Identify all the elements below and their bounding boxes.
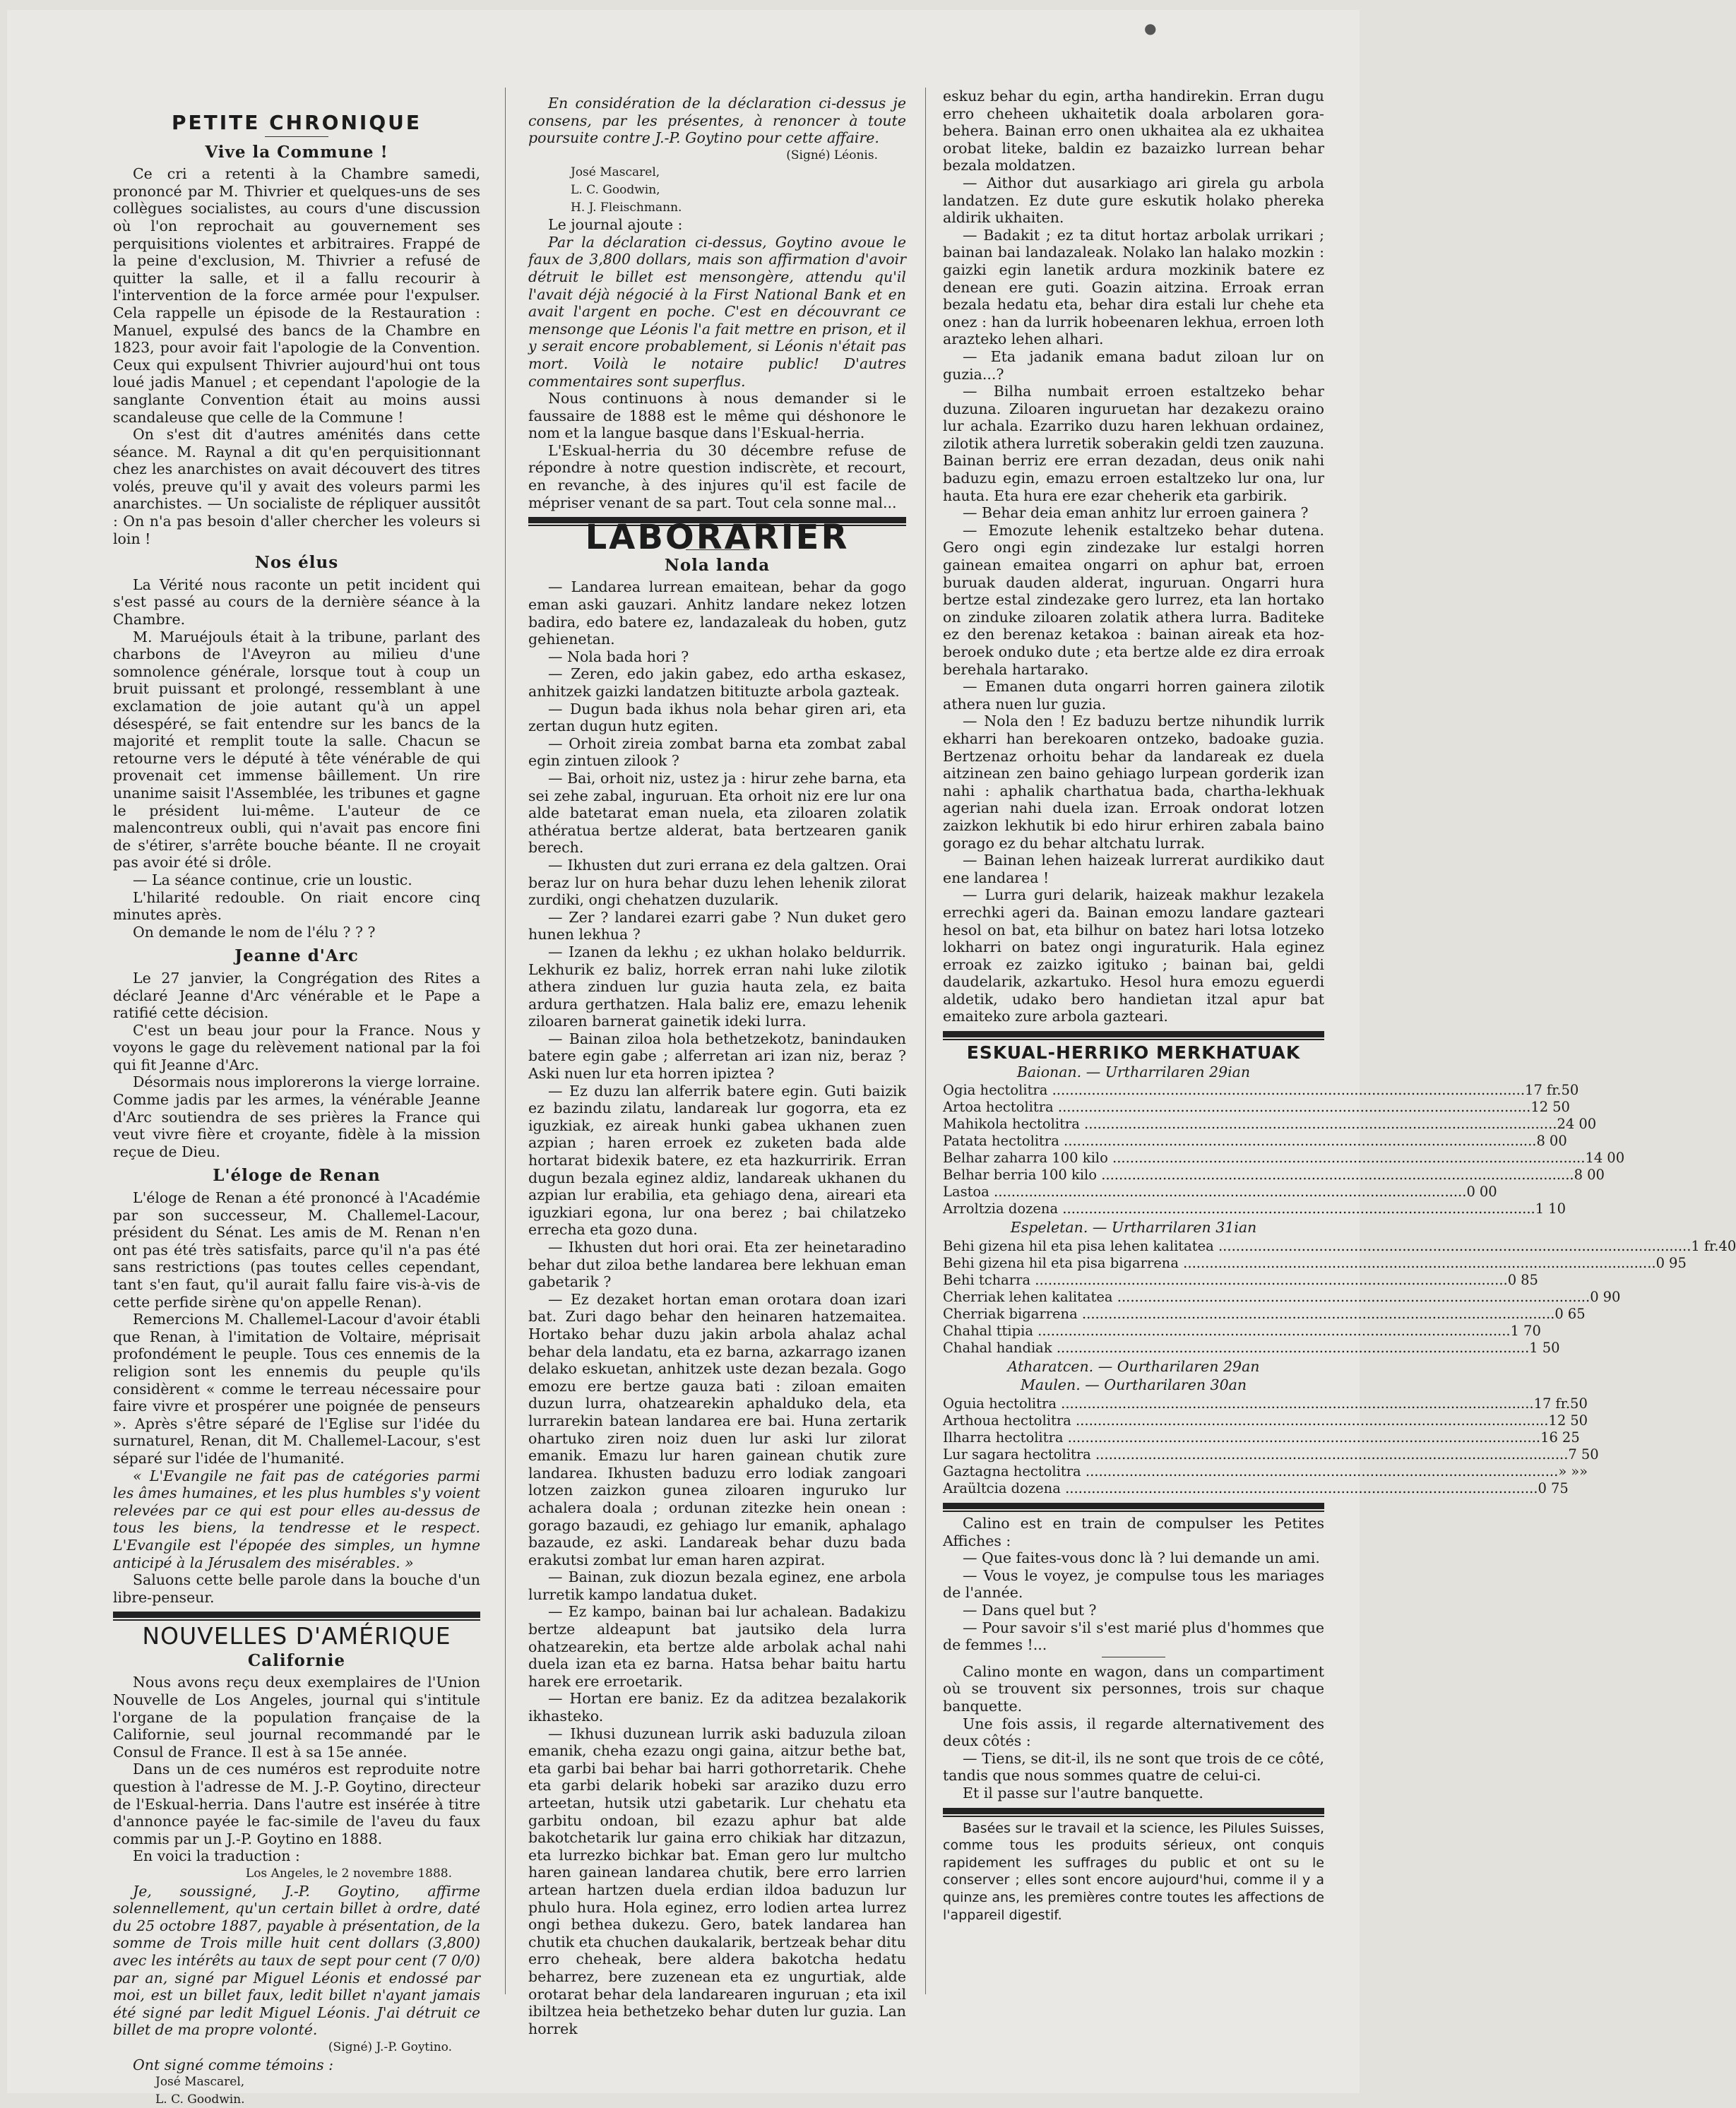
market-row: Chahal ttipia ..... 1 70	[943, 1323, 1324, 1340]
paragraph: — Dugun bada ikhus nola behar giren ari, eta zertan dugun hutz egiten.	[528, 700, 906, 735]
newspaper-page	[7, 10, 1736, 2107]
article-title-renan: L'éloge de Renan	[213, 1166, 381, 1186]
signature: (Signé) Léonis.	[786, 148, 878, 162]
paragraph: — Ez dezaket hortan eman orotara doan izari bat. Zuri dago behar den heinaren hatzemaitea. Hortako behar duzu jakin arbola ahalaz achal behar dela landatu, eta ez barna, azkarrago izanen delako eskuetan, anhitzek uste dezan bezala. Gogo emozu ere bertze gauza bati : ziloan emaiten duzun lurra, ohatzearekin aphalduko dela, eta lurrarekin batean landarea ere bai. Huna zertarik ohartuko ziren noiz duen lur aski lur zilorat emanik. Emazu lur haren gainean chutik zure landarea. Ikhusten baduzu erro lodiak zangoari lotzen zaizkon gunea ziloaren inguruko lur achalera doala ; ordunan zitezke hein onean : gorago bazaudi, ez gehiago lur emanik, aphalago bazaude, ez aski. Landareak behar duzu bada erakutsi zombat lur eman haren azpirat.	[528, 1290, 906, 1568]
paragraph: — Eta jadanik emana badut ziloan lur on guzia...?	[943, 347, 1324, 383]
paragraph: — Vous le voyez, je compulse tous les mariages de l'année.	[943, 1566, 1324, 1602]
paragraph: Désormais nous implorerons la vierge lorraine. Comme jadis par les armes, la vénérable Jeanne d'Arc soutiendra de ses prières la France qui veut vivre fière et croyante, fidèle à la mission reçue de Dieu.	[113, 1073, 480, 1160]
paragraph: Nous avons reçu deux exemplaires de l'Union Nouvelle de Los Angeles, journal qui s'intitule l'organe de la population française de la Californie, seul journal recommandé par le Consul de France. Il est à sa 15e année.	[113, 1674, 480, 1761]
market-row: Artoa hectolitra ..... 12 50	[943, 1099, 1324, 1116]
paragraph: L'Eskual-herria du 30 décembre refuse de répondre à notre question indiscrète, et recourt, en revanche, à des injures qu'il est facile de mépriser venant de sa part. Tout cela sonne mal...	[528, 441, 906, 511]
paragraph: Calino est en train de compulser les Petites Affiches :	[943, 1515, 1324, 1549]
paragraph-italic: Par la déclaration ci-dessus, Goytino avoue le faux de 3,800 dollars, mais son affirmation d'avoir détruit le billet est mensongère, attendu qu'il l'avait déjà négocié à la First National Bank et en avait l'argent en poche. C'est en découvrant ce mensonge que Léonis l'a fait mettre en prison, et il y serait encore probablement, si Léonis n'était pas mort. Voilà le notaire public! D'autres commentaires sont superflus.	[528, 233, 906, 390]
paragraph: — Emanen duta ongarri horren gainera zilotik athera nuen lur guzia.	[943, 678, 1324, 713]
paragraph: — Nola bada hori ?	[548, 648, 689, 665]
paragraph: — Ikhusi duzunean lurrik aski baduzula ziloan emanik, cheha ezazu ongi gaina, aitzur bethe bat, eta garbi bai behar bai harri gothorretarik. Chehe eta garbi delarik hobeki sar araziko duzu erro arteetan, hutsik utzi gabetarik. Lur chehatu eta garbitu ondoan, bil ezazu aphur bat alde bakotchetarik lur gaina erro chikiak har ditzazun, eta lurrezko bichkar bat. Eman gero lur multcho haren gainean landarea chutik, bere erro larrien artean hartzen duela erdian ildoa baduzun lur phulo hura. Hola eginez, erro lodien artea lurrez ongi bethea dukezu. Gero, batek landarea han chutik eta chuchen daukalarik, bertzeak behar ditu erro cheheak, bere aldera bakotcha hedatu beharrez, bere zuzenean eta ez ungurtiak, alde orotarat behar dela landarearen inguruan ; eta ixil ibiltzea heia bethetzeko behar duten lur guzia. Lan horrek	[528, 1725, 906, 2037]
article-title-nola-landa: Nola landa	[664, 555, 771, 575]
paragraph: — Bainan, zuk diozun bezala eginez, ene arbola lurretik kampo landatua duket.	[528, 1568, 906, 1603]
market-row: Lastoa ..... 0 00	[943, 1184, 1324, 1201]
paragraph: Nous continuons à nous demander si le faussaire de 1888 est le même qui déshonore le nom et la langue basque dans l'Eskual-herria.	[528, 390, 906, 442]
paragraph: — Ez kampo, bainan bai lur achalean. Badakizu bertze aldeapunt bat jautsiko dela lurra ohatzearekin, eta bertze alde arbolak achal nahi duela izan eta ez barna. Hatsa behar baitu hartu harek ere erroetarik.	[528, 1603, 906, 1690]
section-rule	[113, 1612, 480, 1621]
column-1	[113, 88, 480, 2107]
market-row: Behi tcharra ..... 0 85	[943, 1272, 1324, 1289]
paragraph: On s'est dit d'autres aménités dans cette séance. M. Raynal a dit qu'en perquisitionnant chez les anarchistes on avait découvert des titres volés, preuve qu'il y avait des voleurs parmi les anarchistes. — Un socialiste de répliquer aussitôt : On n'a pas besoin d'aller chercher les voleurs si loin !	[113, 426, 480, 547]
paragraph: — Ikhusten dut hori orai. Eta zer heinetaradino behar dut ziloa bethe landarea bere lekhuan eman gabetarik ?	[528, 1239, 906, 1291]
paragraph: La Vérité nous raconte un petit incident qui s'est passé au cours de la dernière séance à la Chambre.	[113, 576, 480, 629]
article-title-commune: Vive la Commune !	[205, 142, 388, 162]
market-row: Gaztagna hectolitra ..... » »»	[943, 1463, 1324, 1480]
paragraph: Calino monte en wagon, dans un compartiment où se trouvent six personnes, trois sur chaque banquette.	[943, 1662, 1324, 1715]
market-title: ESKUAL-HERRIKO MERKHATUAK	[966, 1042, 1301, 1064]
paragraph: — Izanen da lekhu ; ez ukhan holako beldurrik. Lekhurik ez baliz, horrek erran nahi luke zilotik athera zinduen lur guzia hauta zela, ez baita ardura gerthatzen. Hala baliz ere, emazu lehenik ziloaren barnerat gainetik ideki lurra.	[528, 943, 906, 1030]
article-title-californie: Californie	[247, 1650, 346, 1670]
paragraph: — Tiens, se dit-il, ils ne sont que trois de ce côté, tandis que nous sommes quatre de celui-ci.	[943, 1749, 1324, 1785]
paragraph: C'est un beau jour pour la France. Nous y voyons le gage du relèvement national par la foi qui fit Jeanne d'Arc.	[113, 1021, 480, 1073]
witness-intro: Ont signé comme témoins :	[133, 2056, 334, 2073]
witness-name: L. C. Goodwin,	[571, 182, 660, 197]
paragraph: — Nola den ! Ez baduzu bertze nihundik lurrik ekharri han berekoaren ontzeko, badoake guzia. Bertzenaz orhoitu behar da landareak ez duela aitzinean zen baino gehiago lurpean gorderik izan nahi : aphalik charthatua bada, chartha-lekhuak agerian nahi duela izan. Erroak ondorat lotzen zaizkon lekhutik bi edo hirur erhiren zabala baino gorago ez du behar altchatu lurrak.	[943, 713, 1324, 852]
market-row: Behi gizena hil eta pisa bigarrena ..... 0 95	[943, 1255, 1324, 1272]
market-row: Ogia hectolitra ..... 17 fr. 50	[943, 1082, 1324, 1099]
section-rule	[943, 1808, 1324, 1817]
paragraph: — Emozute lehenik estaltzeko behar dutena. Gero ongi egin zindezake lur estalgi horren gainean emaitea ongarri on aphur bat, erroen buruak dauden alderat, inguruan. Ongarri hura bertze estal zindezake gero lurrez, eta lan hortako on zinduke ziloaren zolatik athera lurra. Baditeke ez den berenaz ketakoa : bainan aireak eta hoz-beroek onduko dute ; eta bertze alde ez dira erroak berehala hartarako.	[943, 521, 1324, 678]
paragraph: — Bainan lehen haizeak lurrerat aurdikiko daut ene landarea !	[943, 852, 1324, 886]
paragraph-quote: « L'Evangile ne fait pas de catégories parmi les âmes humaines, et les plus humbles s'y voient relevées par ce qui est pour elles au-dessus de tous les biens, la tendresse et le respect. L'Evangile est l'épopée des simples, un hymne anticipé à la Jérusalem des misérables. »	[113, 1467, 480, 1571]
market-heading: Espeletan. — Urtharrilaren 31ian	[1010, 1219, 1257, 1237]
paragraph: — Lurra guri delarik, haizeak makhur lezakela errechki ageri da. Bainan emozu landare gazteari hesol on bat, eta bilhur on batez hari lotsa lotzeko lokharri on batez ongi inguraturik. Hala eginez erroak ez zaizko igituko ; bainan bai, geldi daudelarik, azkartuko. Hesol hura emozu eguerdi aldetik, udako bero handietan itzal apur bat emaiteko zure arbola gazteari.	[943, 886, 1324, 1025]
paragraph: L'hilarité redouble. On riait encore cinq minutes après.	[113, 888, 480, 924]
column-2	[528, 95, 906, 2037]
paragraph: — Ikhusten dut zuri errana ez dela galtzen. Orai beraz lur on hura behar duzu lehen lehenik zilorat zurdiki, ongi chehatzen duzularik.	[528, 856, 906, 909]
section-rule	[943, 1503, 1324, 1512]
paragraph: En voici la traduction :	[133, 1847, 300, 1865]
letter-text: Je, soussigné, J.-P. Goytino, affirme solennellement, qu'un certain billet à ordre, daté du 25 octobre 1887, payable à présentation, de la somme de Trois mille huit cent dollars (3,800) avec les intérêts au taux de sept pour cent (7 0/0) par an, signé par Miguel Léonis et endossé par moi, est un billet faux, ledit billet n'ayant jamais été signé par ledit Miguel Léonis. J'ai détruit ce billet de ma propre volonté.	[113, 1882, 480, 2039]
paragraph: On demande le nom de l'élu ? ? ?	[133, 923, 376, 941]
paragraph: — Dans quel but ?	[963, 1602, 1097, 1619]
section-title-amerique: NOUVELLES D'AMÉRIQUE	[142, 1622, 451, 1650]
paragraph: — Hortan ere baniz. Ez da aditzea bezalakorik ikhasteko.	[528, 1690, 906, 1725]
paragraph: Ce cri a retenti à la Chambre samedi, prononcé par M. Thivrier et quelques-uns de ses collègues socialistes, au cours d'une discussion où l'on reprochait au gouvernement ses perquisitions violentes et arbitraires. Frappé de la peine d'exclusion, M. Thivrier a refusé de quitter la salle, et il a fallu recourir à l'intervention de la force armée pour l'expulser. Cela rappelle un épisode de la Restauration : Manuel, expulsé des bancs de la Chambre en 1823, pour avoir fait l'apologie de la Convention. Ceux qui expulsent Thivrier aujourd'hui ont tous loué jadis Manuel ; et cependant l'apologie de la sanglante Convention était au moins aussi scandaleuse que celle de la Commune !	[113, 165, 480, 426]
paragraph: — Landarea lurrean emaitean, behar da gogo eman aski gauzari. Anhitz landare nekez lotzen badira, edo batere ez, landazaleak du hoben, gutz gehienetan.	[528, 578, 906, 648]
article-title-elus: Nos élus	[254, 553, 339, 573]
divider	[265, 136, 328, 137]
paragraph: — La séance continue, crie un loustic.	[133, 871, 412, 888]
witness-name: José Mascarel,	[155, 2075, 245, 2090]
paragraph: eskuz behar du egin, artha handirekin. Erran dugu erro cheheen ukhaitetik doala arbolaren gora-behera. Bainan erro onen ukhaitea ala ez ukhaitea orobat liteke, baldin ez bazaizko lurrean behar bezala moldatzen.	[943, 88, 1324, 174]
paragraph: — Aithor dut ausarkiago ari girela gu arbola landatzen. Ez dute gure eskutik holako phereka aldirik ukhaiten.	[943, 174, 1324, 227]
letter-signature: (Signé) J.-P. Goytino.	[328, 2039, 452, 2054]
market-row: Behi gizena hil eta pisa lehen kalitatea ..... 1 fr. 40	[943, 1238, 1324, 1255]
market-row: Chahal handiak ..... 1 50	[943, 1340, 1324, 1357]
advertisement-pilules: Basées sur le travail et la science, les Pilules Suisses, comme tous les produits sérieux, ont conquis rapidement les suffrages du public et ont su le conserver ; elles sont encore aujourd'hui, comme il y a quinze ans, les premières contre toutes les affections de l'appareil digestif.	[943, 1820, 1324, 1923]
market-row: Ilharra hectolitra ..... 16 25	[943, 1429, 1324, 1446]
paragraph: Une fois assis, il regarde alternativement des deux côtés :	[943, 1715, 1324, 1750]
market-heading: Baionan. — Urtharrilaren 29ian	[1016, 1063, 1251, 1080]
paragraph: L'éloge de Renan a été prononcé à l'Académie par son successeur, M. Challemel-Lacour, président du Sénat. Les amis de M. Renan n'en ont pas été très satisfaits, parce qu'il n'a pas été sans restrictions (pas toutes celles cependant, tant s'en faut, qu'il aurait fallu faire vis-à-vis de cette perfide sirène qu'on appelle Renan).	[113, 1189, 480, 1311]
section-title-petite-chronique: PETITE CHRONIQUE	[171, 111, 422, 134]
paragraph: Dans un de ces numéros est reproduite notre question à l'adresse de M. J.-P. Goytino, directeur de l'Eskual-herria. Dans l'autre est insérée à titre d'annonce payée le fac-simile de l'aveu du faux commis par un J.-P. Goytino en 1888.	[113, 1761, 480, 1847]
market-row: Cherriak lehen kalitatea ..... 0 90	[943, 1289, 1324, 1306]
market-row: Patata hectolitra ..... 8 00	[943, 1133, 1324, 1150]
market-row: Belhar zaharra 100 kilo ..... 14 00	[943, 1150, 1324, 1167]
paragraph: — Ez duzu lan alferrik batere egin. Guti baizik ez bazindu zilatu, landareak lur gogorra, eta ez iguzkiak, ez aireak hunki gabea ukhanen zuen azpian ; haren erroek ez zuketen bada alde hortarat bidexik batere, ez eta hazkurririk. Erran dugun bezala eginez aldiz, landareak ukhanen du azpian lur erabilia, eta gehiago dena, aireari eta iguzkiari egona, lur ona berez ; bai chilatzeko errecha eta gozo duna.	[528, 1082, 906, 1239]
witness-name: L. C. Goodwin.	[155, 2092, 245, 2107]
column-rule	[925, 88, 926, 1994]
paragraph: — Orhoit zireia zombat barna eta zombat zabal egin zintuen zilook ?	[528, 734, 906, 770]
paragraph: Remercions M. Challemel-Lacour d'avoir établi que Renan, à l'imitation de Voltaire, méprisait profondément le peuple. Tous ces ennemis de la religion sont les ennemis du peuple qu'ils considèrent « comme le terreau nécessaire pour faire vivre et prospérer une poignée de penseurs ». Après s'être séparé de l'Eglise sur l'idée du surnaturel, Renan, dit M. Challemel-Lacour, s'est séparé sur l'idée de l'humanité.	[113, 1311, 480, 1467]
letter-date: Los Angeles, le 2 novembre 1888.	[245, 1866, 452, 1881]
market-row: Araültcia dozena ..... 0 75	[943, 1480, 1324, 1497]
paragraph: Le 27 janvier, la Congrégation des Rites a déclaré Jeanne d'Arc vénérable et le Pape a ratifié cette décision.	[113, 969, 480, 1022]
market-row: Arthoua hectolitra ..... 12 50	[943, 1412, 1324, 1429]
market-row: Belhar berria 100 kilo ..... 8 00	[943, 1167, 1324, 1184]
paragraph: — Badakit ; ez ta ditut hortaz arbolak urrikari ; bainan bai landazaleak. Nolako lan halako mozkin : gaizki egin lanetik ardura mozkinik batere ez denean ere guti. Goazin aitzina. Erroak erran bezala hedatu eta, behar dira estali lur chehe eta onez : han da lurrik hobeenaren lekhua, erroen loth arazteko lehen alhari.	[943, 226, 1324, 348]
column-3	[943, 88, 1736, 1966]
paragraph: — Zeren, edo jakin gabez, edo artha eskasez, anhitzek gaizki landatzen bitituzte arbola gazteak.	[528, 665, 906, 700]
witness-name: José Mascarel,	[571, 165, 660, 180]
market-heading: Maulen. — Ourtharilaren 30an	[1020, 1376, 1247, 1394]
paragraph: Et il passe sur l'autre banquette.	[963, 1784, 1203, 1802]
paragraph: M. Maruéjouls était à la tribune, parlant des charbons de l'Aveyron au milieu d'une somnolence générale, lorsque tout à coup un bruit puissant et prolongé, ressemblant à une exclamation de joie autant qu'à un appel désespéré, se fait entendre sur les bancs de la majorité et remplit toute la salle. Chacun se retourne vers le député à tête vénérable de qui provenait cet immense bâillement. Un rire unanime saisit l'Assemblée, les tribunes et gagne le président lui-même. L'auteur de ce malencontreux oubli, qui n'avait pas encore fini de s'étirer, s'arrête bouche béante. Il ne croyait pas avoir été si drôle.	[113, 628, 480, 871]
market-heading: Atharatcen. — Ourtharilaren 29an	[1007, 1357, 1260, 1375]
paragraph: — Bilha numbait erroen estaltzeko behar duzuna. Ziloaren inguruetan har dezakezu oraino lur achala. Ezarriko duzu haren lekhuan ordainez, zilotik athera lurretik soberakin geldi tzen zauzuna. Bainan berriz ere erran dezadan, deus onik nahi baduzu egin, emazu erroen estaltzeko lur ona, lur hauta. Eta hura ere ezar cheherik eta garbirik.	[943, 383, 1324, 504]
market-row: Cherriak bigarrena ..... 0 65	[943, 1306, 1324, 1323]
column-rule	[505, 88, 506, 1994]
market-row: Oguia hectolitra ..... 17 fr. 50	[943, 1395, 1324, 1412]
market-row: Mahikola hectolitra ..... 24 00	[943, 1116, 1324, 1133]
paragraph: — Bainan ziloa hola bethetzekotz, banindauken batere egin gabe ; alferretan ari izan niz, beraz ? Aski nuen lur eta horren ipiztea ?	[528, 1030, 906, 1083]
paragraph: — Pour savoir s'il s'est marié plus d'hommes que de femmes !...	[943, 1619, 1324, 1654]
paragraph: — Bai, orhoit niz, ustez ja : hirur zehe barna, eta sei zehe zabal, inguruan. Eta orhoit niz ere lur ona alde batetarat eman nuela, eta ziloaren zolatik athératua bertze alderat, bata bertzearen ganik berech.	[528, 769, 906, 857]
paragraph: Saluons cette belle parole dans la bouche d'un libre-penseur.	[113, 1571, 480, 1606]
paragraph: — Behar deia eman anhitz lur erroen gainera ?	[963, 504, 1309, 522]
article-title-jeanne: Jeanne d'Arc	[234, 946, 359, 966]
section-title-laborarier: LABORARIER	[585, 518, 850, 558]
paragraph-italic: En considération de la déclaration ci-dessus je consens, par les présentes, à renoncer à toute poursuite contre J.-P. Goytino pour cette affaire.	[528, 95, 906, 147]
paragraph: Le journal ajoute :	[548, 216, 683, 234]
paragraph: — Zer ? landarei ezarri gabe ? Nun duket gero hunen lekhua ?	[528, 908, 906, 943]
paragraph: — Que faites-vous donc là ? lui demande un ami.	[963, 1549, 1320, 1567]
witness-name: H. J. Fleischmann.	[571, 200, 682, 215]
page-speck: ●	[1144, 20, 1157, 37]
section-rule	[943, 1031, 1324, 1040]
market-row: Lur sagara hectolitra ..... 7 50	[943, 1446, 1324, 1463]
market-row: Arroltzia dozena ..... 1 10	[943, 1201, 1324, 1217]
